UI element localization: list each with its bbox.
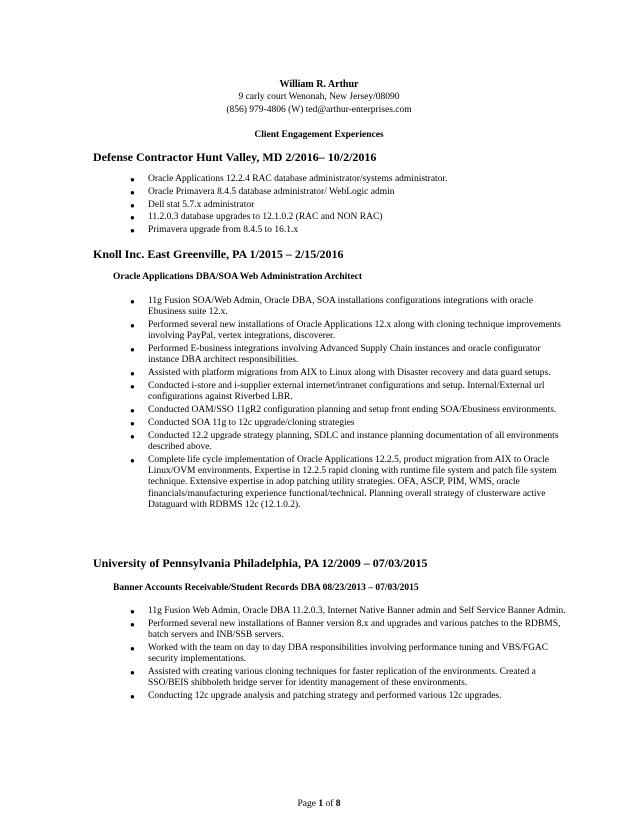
role-title-upenn: Banner Accounts Receivable/Student Records DBA 08/23/2013 – 07/03/2015 [113, 583, 419, 593]
resume-header [0, 79, 638, 141]
bullet-list-knoll [130, 296, 568, 513]
list-item: ● Worked with the team on day to day DBA responsibilities involving performance tuning and VBS/FGAC security implementations. [130, 642, 549, 665]
bullet-icon: ● [130, 321, 135, 331]
bullet-icon: ● [130, 226, 135, 236]
role-title-knoll: Oracle Applications DBA/SOA Web Administration Architect [113, 272, 363, 282]
address-line: 9 carly court Wenonah, New Jersey/08090 [238, 92, 400, 102]
candidate-name: William R. Arthur [279, 79, 359, 90]
list-item: ● Conducted SOA 11g to 12c upgrade/cloning strategies [130, 417, 355, 428]
page-footer [0, 799, 638, 809]
bullet-icon: ● [130, 200, 135, 210]
bullet-icon: ● [130, 619, 135, 629]
list-item: ● 11g Fusion Web Admin, Oracle DBA 11.2.0.3, Internet Native Banner admin and Self Service Banner Admin. [130, 606, 566, 616]
bullet-icon: ● [130, 692, 135, 702]
list-item: ● Complete life cycle implementation of Oracle Applications 12.2.5, product migration from AIX to Oracle Linux/OVM environments. Expertise in 12.2.5 rapid cloning with runtime file system and patch file system technique. Extensive expertise in adop patching utility strategies. OFA, ASCP, PIM, WMS, oracle financials/manufacturing experience functional/technical. Planning overall strategy of clusterware active Dataguard with RDBMS 12c (12.1.0.2). [130, 454, 557, 511]
employer-title-knoll: Knoll Inc. East Greenville, PA 1/2015 – 2/15/2016 [93, 247, 344, 261]
bullet-icon: ● [130, 175, 135, 184]
bullet-icon: ● [130, 667, 135, 677]
list-item: ● 11g Fusion SOA/Web Admin, Oracle DBA, SOA installations configurations integrations with oracle Ebusiness suite 12.x. [130, 296, 533, 318]
list-item: ● Assisted with platform migrations from AIX to Linux along with Disaster recovery and data guard setups. [130, 368, 551, 379]
bullet-list-upenn [130, 606, 568, 704]
list-item: ● Conducted OAM/SSO 11gR2 configuration planning and setup front ending SOA/Ebusiness environments. [130, 405, 557, 416]
list-item: ● Performed E-business integrations involving Advanced Supply Chain instances and oracle configurator instance DBA architect responsibilities. [130, 344, 541, 366]
page-label: Page [297, 799, 316, 809]
list-item: ● Oracle Primavera 8.4.5 database administrator/ WebLogic admin [130, 186, 395, 197]
bullet-icon: ● [130, 213, 135, 223]
list-item: ● Conducted 12.2 upgrade strategy planning, SDLC and instance planning documentation of all environments described above. [130, 430, 559, 453]
bullet-icon: ● [130, 297, 135, 306]
list-item: ● Conducting 12c upgrade analysis and patching strategy and performed various 12c upgrades. [130, 691, 502, 702]
list-item: ● Performed several new installations of Oracle Applications 12.x along with cloning technique improvements involving PayPal, vertex integrations, discoverer. [130, 320, 561, 342]
list-item: ● Oracle Applications 12.2.4 RAC database administrator/systems administrator. [130, 174, 448, 184]
bullet-icon: ● [130, 406, 135, 416]
bullet-icon: ● [130, 431, 135, 441]
bullet-icon: ● [130, 455, 135, 465]
bullet-icon: ● [130, 643, 135, 653]
bullet-icon: ● [130, 345, 135, 355]
page-number: 1 [318, 799, 324, 809]
contact-line: (856) 979-4806 (W) ted@arthur-enterprises.com [226, 105, 412, 115]
bullet-icon: ● [130, 369, 135, 379]
bullet-icon: ● [130, 187, 135, 197]
bullet-icon: ● [130, 418, 135, 428]
of-label: of [325, 799, 334, 809]
list-item: ● Performed several new installations of Banner version 8.x and upgrades and various patches to the RDBMS, batch servers and INB/SSB servers. [130, 618, 561, 641]
total-pages: 8 [335, 799, 341, 809]
bullet-list-defense [130, 174, 568, 238]
list-item: ● 11.2.0.3 database upgrades to 12.1.0.2 (RAC and NON RAC) [130, 212, 383, 223]
section-heading: Client Engagement Experiences [254, 130, 384, 140]
list-item: ● Assisted with creating various cloning techniques for faster replication of the environments. Created a SSO/BEIS shibboleth bridge server for identity management of these environments. [130, 666, 536, 689]
list-item: ● Dell stat 5.7.x administrator [130, 199, 255, 210]
bullet-icon: ● [130, 607, 135, 616]
list-item: ● Conducted i-store and i-supplier external internet/intranet configurations and setup. Internal/External url configurations against Riverbed LBR. [130, 381, 545, 403]
list-item: ● Primavera upgrade from 8.4.5 to 16.1.x [130, 225, 299, 236]
employer-title-defense: Defense Contractor Hunt Valley, MD 2/2016– 10/2/2016 [93, 150, 377, 164]
bullet-icon: ● [130, 382, 135, 392]
employer-title-upenn: University of Pennsylvania Philadelphia, PA 12/2009 – 07/03/2015 [93, 556, 428, 570]
